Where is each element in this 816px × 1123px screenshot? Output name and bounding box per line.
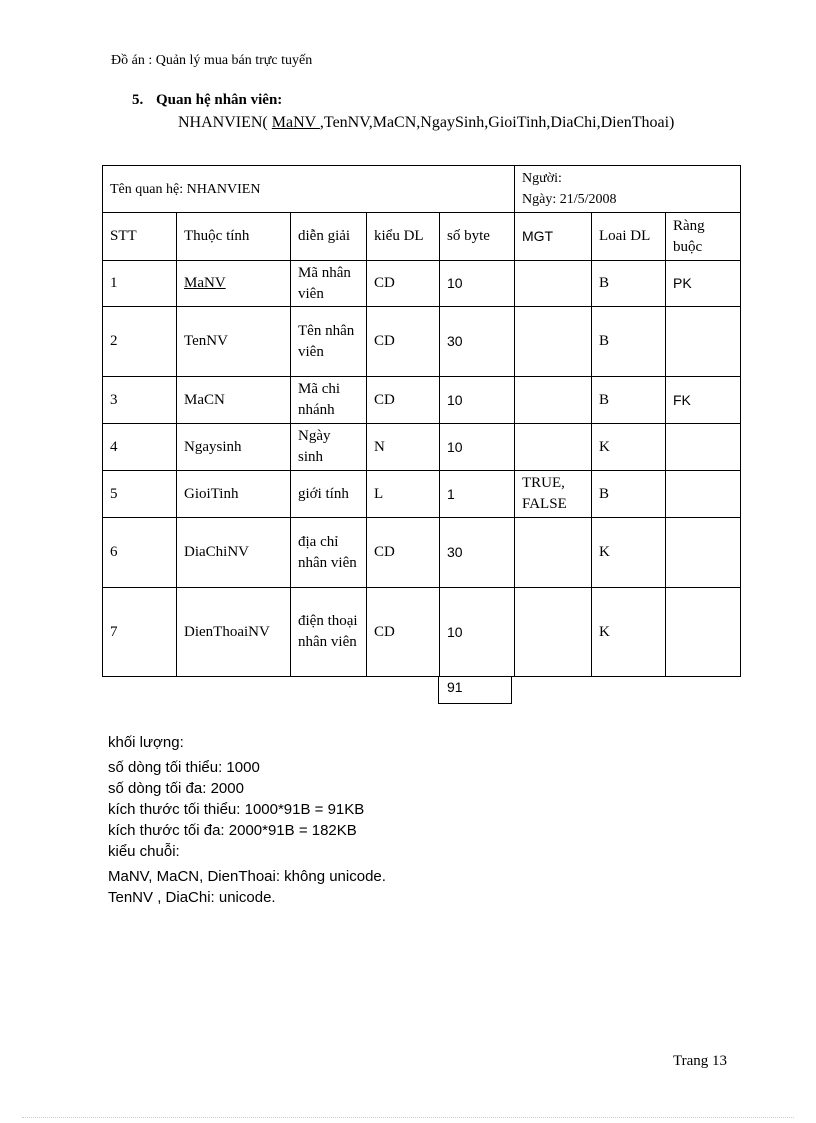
stt-text: 7 xyxy=(110,623,118,640)
attribute-cell xyxy=(177,471,291,518)
description-text: Tên nhân viên xyxy=(298,322,355,360)
relation-schema xyxy=(178,114,674,132)
min-size: kích thước tối thiểu: 1000*91B = 91KB xyxy=(108,801,365,818)
byte-size-text: 30 xyxy=(447,544,463,560)
constraint-cell xyxy=(666,588,741,677)
table-row xyxy=(103,424,741,471)
byte-size-cell xyxy=(440,377,515,424)
table-row xyxy=(103,518,741,588)
header-cell: số byte xyxy=(440,213,515,261)
byte-size-cell xyxy=(440,424,515,471)
byte-size-cell xyxy=(440,307,515,377)
footer-divider xyxy=(22,1117,794,1118)
byte-size-cell xyxy=(440,261,515,307)
stt-cell xyxy=(103,471,177,518)
attribute-cell xyxy=(177,518,291,588)
data-kind-cell xyxy=(592,471,666,518)
table-row xyxy=(103,377,741,424)
meta-right-cell xyxy=(515,166,741,213)
description-text: Mã nhân viên xyxy=(298,264,351,302)
stt-cell xyxy=(103,588,177,677)
min-rows: số dòng tối thiểu: 1000 xyxy=(108,759,260,776)
max-size: kích thước tối đa: 2000*91B = 182KB xyxy=(108,822,357,839)
date-label: Ngày: 21/5/2008 xyxy=(522,192,617,207)
header-cell: Ràng buộc xyxy=(666,213,741,261)
attribute-cell xyxy=(177,261,291,307)
stt-text: 1 xyxy=(110,275,118,291)
attribute-table xyxy=(102,165,741,677)
value-domain-cell xyxy=(515,471,592,518)
data-kind-text: K xyxy=(599,438,610,455)
data-type-cell xyxy=(367,588,440,677)
table-row xyxy=(103,588,741,677)
attribute-text: GioiTinh xyxy=(184,485,239,502)
relation-label: Tên quan hệ: NHANVIEN xyxy=(110,181,261,197)
value-domain-cell xyxy=(515,424,592,471)
byte-size-cell xyxy=(440,471,515,518)
max-rows: số dòng tối đa: 2000 xyxy=(108,780,244,797)
data-kind-text: B xyxy=(599,391,610,408)
description-text: giới tính xyxy=(298,485,349,502)
header-cell: diễn giải xyxy=(291,213,367,261)
data-kind-text: B xyxy=(599,275,610,291)
data-kind-cell xyxy=(592,377,666,424)
total-bytes: 91 xyxy=(438,677,512,704)
table-meta-row xyxy=(103,166,741,213)
data-type-cell xyxy=(367,377,440,424)
header-cell: Loai DL xyxy=(592,213,666,261)
data-kind-text: B xyxy=(599,485,610,502)
data-type-text: CD xyxy=(374,275,395,291)
attribute-text: DienThoaiNV xyxy=(184,623,270,640)
byte-size-cell xyxy=(440,518,515,588)
value-domain-cell xyxy=(515,377,592,424)
header-cell: STT xyxy=(103,213,177,261)
stt-text: 2 xyxy=(110,333,118,349)
value-domain-cell xyxy=(515,518,592,588)
data-kind-cell xyxy=(592,424,666,471)
byte-size-cell xyxy=(440,588,515,677)
data-type-cell xyxy=(367,307,440,377)
constraint-cell xyxy=(666,377,741,424)
table-row xyxy=(103,261,741,307)
constraint-cell xyxy=(666,261,741,307)
notes-block xyxy=(108,732,386,908)
page-number: Trang 13 xyxy=(673,1053,728,1069)
data-type-text: CD xyxy=(374,544,395,560)
data-type-text: CD xyxy=(374,623,395,640)
description-cell xyxy=(291,377,367,424)
person-label: Người: xyxy=(522,171,562,186)
description-text: điện thoại nhân viên xyxy=(298,613,358,650)
header-cell: kiểu DL xyxy=(367,213,440,261)
stt-cell xyxy=(103,518,177,588)
relation-primary-key: MaNV xyxy=(271,114,320,131)
attribute-cell xyxy=(177,377,291,424)
description-cell xyxy=(291,424,367,471)
value-domain-text: TRUE, FALSE xyxy=(522,475,567,512)
description-cell xyxy=(291,471,367,518)
data-kind-text: B xyxy=(599,333,610,349)
attribute-text: DiaChiNV xyxy=(184,544,249,560)
non-unicode-note: MaNV, MaCN, DienThoai: không unicode. xyxy=(108,868,386,885)
description-cell xyxy=(291,307,367,377)
stt-cell xyxy=(103,261,177,307)
byte-size-text: 30 xyxy=(447,333,463,349)
section-number: 5. xyxy=(132,92,144,108)
section-title: Quan hệ nhân viên: xyxy=(156,92,283,108)
table-header-row xyxy=(103,213,741,261)
description-cell xyxy=(291,588,367,677)
header-cell: Thuộc tính xyxy=(177,213,291,261)
constraint-text: PK xyxy=(673,275,692,291)
data-kind-cell xyxy=(592,588,666,677)
unicode-note: TenNV , DiaChi: unicode. xyxy=(108,889,276,906)
description-text: Ngày sinh xyxy=(298,428,331,465)
description-cell xyxy=(291,518,367,588)
data-kind-cell xyxy=(592,261,666,307)
section-heading xyxy=(132,92,282,109)
string-type-label: kiểu chuỗi: xyxy=(108,843,180,860)
data-type-text: N xyxy=(374,438,385,455)
header-cell: MGT xyxy=(515,213,592,261)
stt-text: 6 xyxy=(110,544,118,560)
constraint-cell xyxy=(666,424,741,471)
attribute-cell xyxy=(177,588,291,677)
data-kind-text: K xyxy=(599,544,610,560)
stt-text: 3 xyxy=(110,391,118,408)
value-domain-cell xyxy=(515,261,592,307)
stt-cell xyxy=(103,307,177,377)
data-type-cell xyxy=(367,518,440,588)
attribute-text: TenNV xyxy=(184,333,228,349)
constraint-cell xyxy=(666,518,741,588)
data-type-text: CD xyxy=(374,333,395,349)
byte-size-text: 1 xyxy=(447,485,455,502)
attribute-cell xyxy=(177,424,291,471)
constraint-cell xyxy=(666,307,741,377)
stt-text: 4 xyxy=(110,438,118,455)
data-kind-cell xyxy=(592,307,666,377)
relation-attributes: ,TenNV,MaCN,NgaySinh,GioiTinh,DiaChi,DienThoai) xyxy=(319,114,675,131)
relation-label-cell xyxy=(103,166,515,213)
description-text: Mã chi nhánh xyxy=(298,381,341,418)
byte-size-text: 10 xyxy=(447,623,463,640)
data-type-cell xyxy=(367,471,440,518)
stt-text: 5 xyxy=(110,485,118,502)
volume-label: khối lượng: xyxy=(108,734,184,751)
value-domain-cell xyxy=(515,307,592,377)
description-cell xyxy=(291,261,367,307)
byte-size-text: 10 xyxy=(447,275,463,291)
relation-name: NHANVIEN( xyxy=(178,114,272,131)
description-text: địa chỉ nhân viên xyxy=(298,533,357,571)
attribute-text: Ngaysinh xyxy=(184,438,242,455)
data-kind-text: K xyxy=(599,623,610,640)
attribute-text: MaCN xyxy=(184,391,225,408)
data-type-cell xyxy=(367,261,440,307)
data-type-text: L xyxy=(374,485,384,502)
byte-size-text: 10 xyxy=(447,438,463,455)
table-row xyxy=(103,471,741,518)
data-type-text: CD xyxy=(374,391,395,408)
stt-cell xyxy=(103,377,177,424)
data-type-cell xyxy=(367,424,440,471)
document-header: Đồ án : Quản lý mua bán trực tuyến xyxy=(111,53,313,68)
byte-size-text: 10 xyxy=(447,391,463,408)
value-domain-cell xyxy=(515,588,592,677)
table-row xyxy=(103,307,741,377)
data-kind-cell xyxy=(592,518,666,588)
attribute-text: MaNV xyxy=(184,275,226,291)
constraint-text: FK xyxy=(673,391,691,408)
attribute-cell xyxy=(177,307,291,377)
constraint-cell xyxy=(666,471,741,518)
stt-cell xyxy=(103,424,177,471)
